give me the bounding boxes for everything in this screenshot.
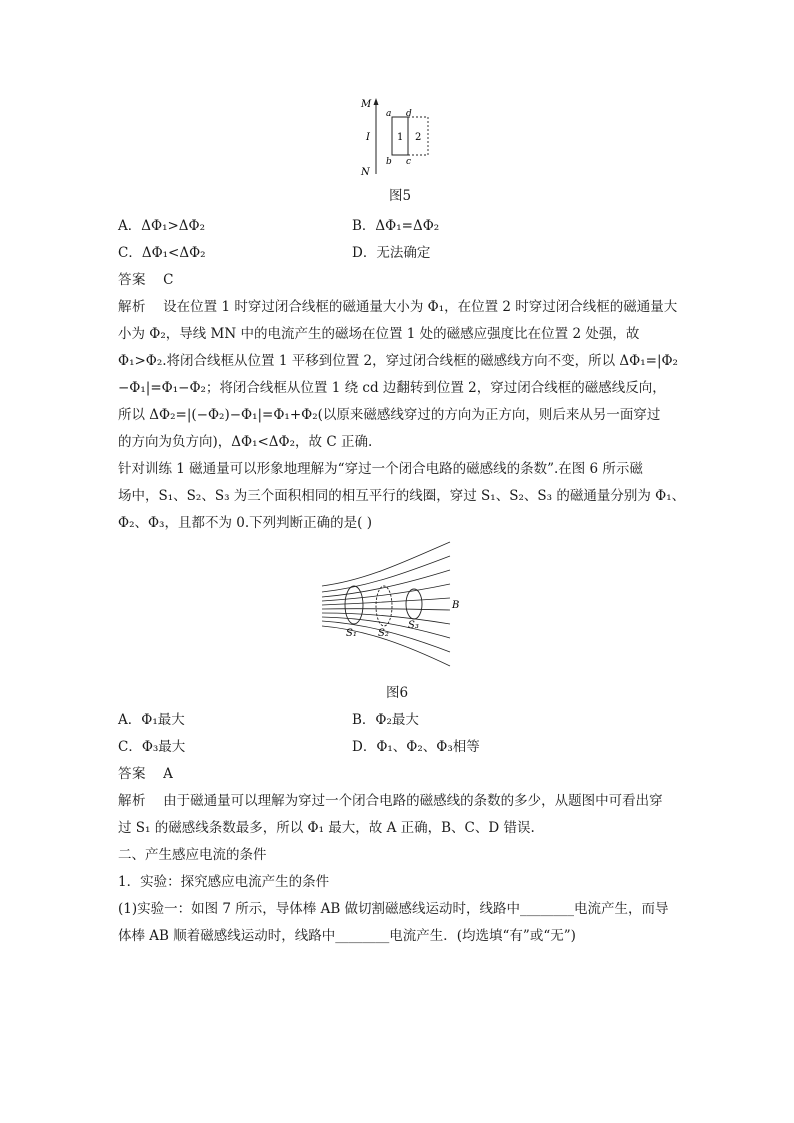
q1-option-b: B．ΔΦ₁=ΔΦ₂ — [352, 218, 440, 234]
q1-option-d: D．无法确定 — [352, 245, 431, 261]
analysis-text: 设在位置 1 时穿过闭合线框的磁通量大小为 Φ₁，在位置 2 时穿过闭合线框的磁通量大 — [163, 299, 678, 315]
label-S3: S₃ — [408, 620, 419, 631]
analysis-text: 由于磁通量可以理解为穿过一个闭合电路的磁感线的条数的多少，从题图中可看出穿 — [163, 793, 663, 809]
label-S1: S₁ — [346, 628, 357, 639]
analysis-label: 解析 — [118, 793, 146, 809]
q2-analysis-line-1 — [118, 792, 663, 810]
q2-analysis-line-2: 过 S₁ 的磁感线条数最多，所以 Φ₁ 最大，故 A 正确，B、C、D 错误. — [118, 820, 535, 836]
q2-option-a: A．Φ₁最大 — [118, 712, 185, 728]
label-M: M — [361, 99, 372, 110]
figure-5-diagram — [358, 96, 438, 178]
q1-answer — [118, 271, 174, 289]
label-1: 1 — [397, 132, 404, 143]
answer-label: 答案 — [118, 766, 146, 782]
training-line-2: 场中，S₁、S₂、S₃ 为三个面积相同的相互平行的线圈，穿过 S₁、S₂、S₃ 的磁通量分别为 Φ₁、 — [118, 488, 686, 504]
label-a: a — [386, 109, 392, 119]
experiment-1-line-1: (1)实验一：如图 7 所示，导体棒 AB 做切割磁感线运动时，线路中________电流产生，而导 — [118, 901, 669, 917]
q2-option-d: D．Φ₁、Φ₂、Φ₃相等 — [352, 739, 480, 755]
q1-analysis-line-4: −Φ₁|=Φ₁−Φ₂；将闭合线框从位置 1 绕 cd 边翻转到位置 2，穿过闭合线框的磁感线反向， — [118, 380, 666, 396]
q1-option-a: A．ΔΦ₁>ΔΦ₂ — [118, 218, 206, 234]
label-d: d — [406, 109, 412, 119]
section-heading: 二、产生感应电流的条件 — [118, 847, 267, 863]
q2-answer — [118, 765, 173, 783]
training-line-1: 针对训练 1 磁通量可以形象地理解为“穿过一个闭合电路的磁感线的条数”.在图 6 所示磁 — [118, 461, 643, 477]
q1-analysis-line-3: Φ₁>Φ₂.将闭合线框从位置 1 平移到位置 2，穿过闭合线框的磁感线方向不变，所以 ΔΦ₁=|Φ₂ — [118, 353, 678, 369]
label-c: c — [406, 157, 412, 167]
q1-analysis-line-2: 小为 Φ₂，导线 MN 中的电流产生的磁场在位置 1 处的磁感应强度比在位置 2 处强，故 — [118, 326, 640, 342]
training-line-3: Φ₂、Φ₃，且都不为 0.下列判断正确的是( ) — [118, 515, 372, 531]
label-B: B — [452, 600, 460, 611]
label-I: I — [366, 132, 370, 143]
experiment-1-line-2: 体棒 AB 顺着磁感线运动时，线路中________电流产生．(均选填“有”或“无”) — [118, 928, 576, 944]
figure-6-diagram — [318, 540, 468, 670]
answer-value: C — [163, 272, 174, 288]
answer-value: A — [163, 766, 173, 782]
answer-label: 答案 — [118, 272, 146, 288]
analysis-label: 解析 — [118, 299, 146, 315]
q1-analysis-line-1 — [118, 298, 677, 316]
q1-option-c: C．ΔΦ₁<ΔΦ₂ — [118, 245, 206, 261]
q2-option-c: C．Φ₃最大 — [118, 739, 186, 755]
q1-analysis-line-5: 所以 ΔΦ₂=|(−Φ₂)−Φ₁|=Φ₁+Φ₂(以原来磁感线穿过的方向为正方向，则后来从另一面穿过 — [118, 407, 661, 423]
q2-option-b: B．Φ₂最大 — [352, 712, 419, 728]
figure-6-caption: 图6 — [385, 685, 409, 701]
label-S2: S₂ — [378, 628, 389, 639]
label-b: b — [386, 157, 392, 167]
q1-analysis-line-6: 的方向为负方向)，ΔΦ₁<ΔΦ₂，故 C 正确. — [118, 434, 373, 450]
section-sub1: 1．实验：探究感应电流产生的条件 — [118, 874, 330, 890]
label-N: N — [361, 167, 370, 178]
label-2: 2 — [415, 132, 422, 143]
figure-5-caption: 图5 — [388, 188, 412, 204]
